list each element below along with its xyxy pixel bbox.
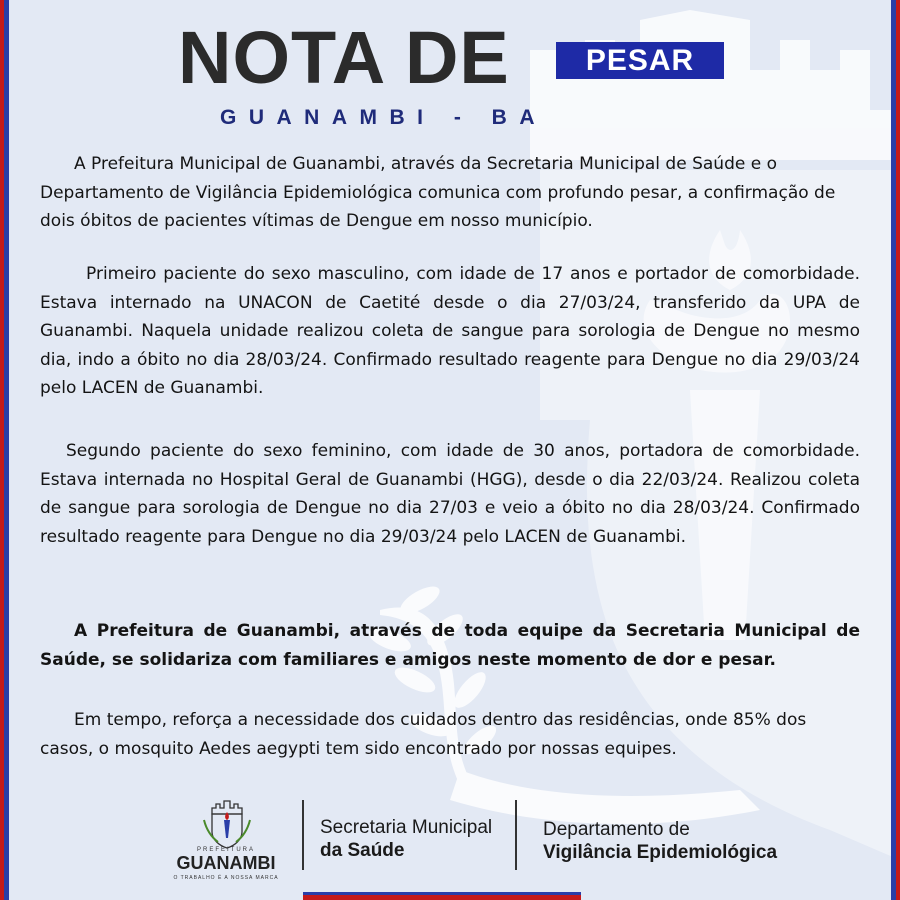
prefeitura-logo <box>172 796 280 886</box>
bottom-accent-bar <box>303 892 581 900</box>
city-coat-of-arms-icon <box>172 796 280 850</box>
logo-motto: O TRABALHO É A NOSSA MARCA <box>173 875 279 881</box>
location-subtitle: GUANAMBI - BA <box>220 106 547 129</box>
paragraph-prevention: Em tempo, reforça a necessidade dos cuidados dentro das residências, onde 85% dos casos, o mosquito Aedes aegypti tem sido encontrado por nossas equipes. <box>40 710 807 759</box>
paragraph-second-patient: Segundo paciente do sexo feminino, com idade de 30 anos, portadora de comorbidade. Estava internada no Hospital Geral de Guanambi (HGG), desde o dia 22/03/24. Realizou coleta de sangue para sorologia de Dengue no dia 27/03 e veio a óbito no dia 28/03/24. Confirmado resultado reagente para Dengue no dia 29/03/24 pelo LACEN de Guanambi. <box>40 441 860 547</box>
paragraph-intro: A Prefeitura Municipal de Guanambi, através da Secretaria Municipal de Saúde e o Departamento de Vigilância Epidemiológica comunica com profundo pesar, a confirmação de dois óbitos de pacientes vítimas de Dengue em nosso município. <box>40 154 836 231</box>
secretaria-label <box>320 816 492 862</box>
departamento-line-2: Vigilância Epidemiológica <box>543 842 778 863</box>
departamento-label <box>543 818 777 864</box>
paragraph-solidarity: A Prefeitura de Guanambi, através de toda equipe da Secretaria Municipal de Saúde, se solidariza com familiares e amigos neste momento de dor e pesar. <box>40 621 860 670</box>
left-border-stripe <box>0 0 9 900</box>
secretaria-line-1: Secretaria Municipal <box>320 817 493 838</box>
secretaria-line-2: da Saúde <box>320 840 405 861</box>
paragraph-first-patient: Primeiro paciente do sexo masculino, com idade de 17 anos e portador de comorbidade. Estava internado na UNACON de Caetité desde o dia 27/03/24, transferido da UPA de Guanambi. Naquela unidade realizou coleta de sangue para sorologia de Dengue no mesmo dia, indo a óbito no dia 28/03/24. Confirmado resultado reagente para Dengue no dia 29/03/24 pelo LACEN de Guanambi. <box>40 264 860 398</box>
logo-prefeitura-label: PREFEITURA <box>196 847 255 853</box>
right-border-stripe <box>891 0 900 900</box>
page-title: NOTA DE <box>178 16 510 99</box>
footer-divider <box>515 800 517 870</box>
departamento-line-1: Departamento de <box>543 819 690 840</box>
footer-divider <box>302 800 304 870</box>
logo-city-name: GUANAMBI <box>176 853 276 873</box>
title-badge: PESAR <box>556 42 724 79</box>
